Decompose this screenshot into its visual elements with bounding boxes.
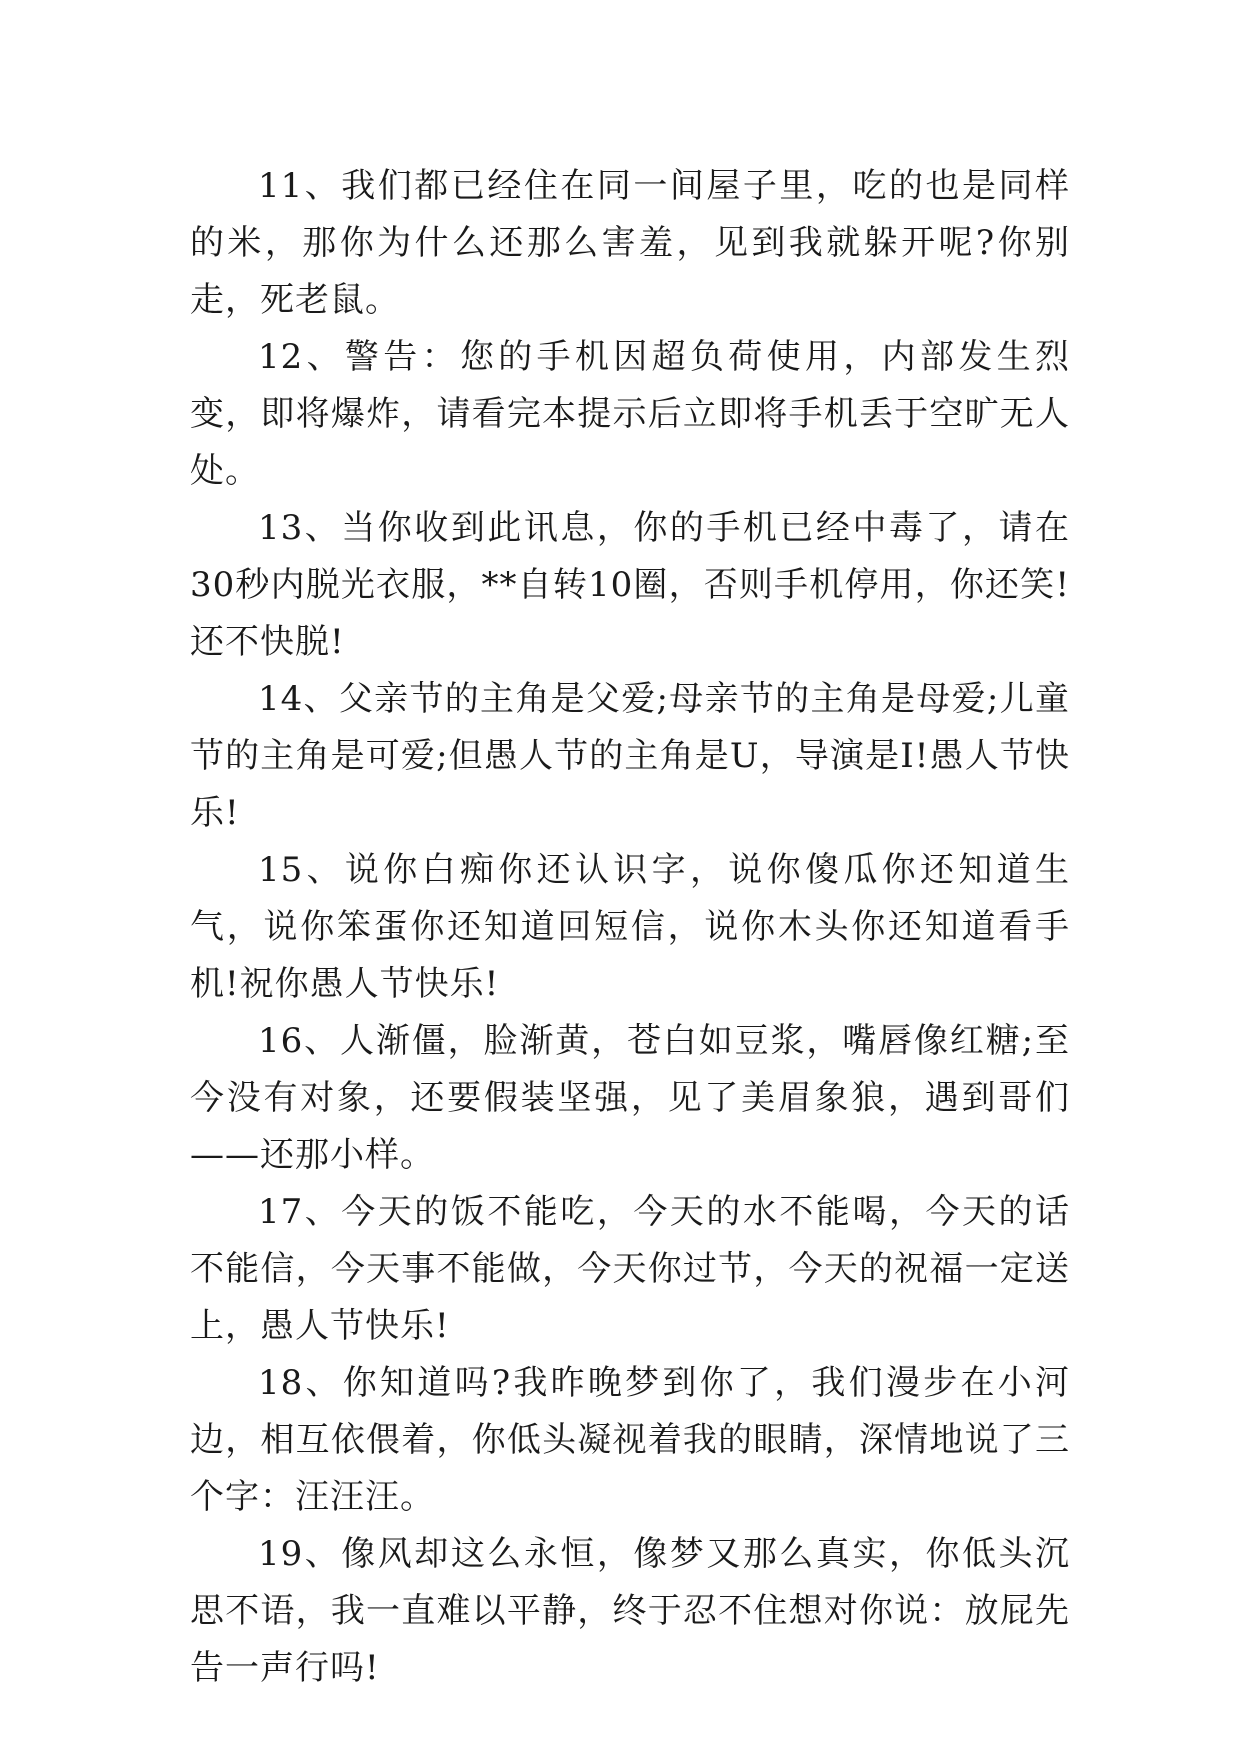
paragraph-16: 16、人渐僵，脸渐黄，苍白如豆浆，嘴唇像红糖;至今没有对象，还要假装坚强，见了美眉象狼，遇到哥们——还那小样。 bbox=[190, 1021, 1070, 1175]
paragraph-13: 13、当你收到此讯息，你的手机已经中毒了，请在30秒内脱光衣服，**自转10圈，否则手机停用，你还笑!还不快脱! bbox=[190, 508, 1070, 662]
document-body bbox=[190, 158, 1070, 1697]
paragraph-12: 12、警告：您的手机因超负荷使用，内部发生烈变，即将爆炸，请看完本提示后立即将手机丢于空旷无人处。 bbox=[190, 337, 1070, 491]
paragraph-15: 15、说你白痴你还认识字，说你傻瓜你还知道生气，说你笨蛋你还知道回短信，说你木头你还知道看手机!祝你愚人节快乐! bbox=[190, 850, 1070, 1004]
paragraph-19: 19、像风却这么永恒，像梦又那么真实，你低头沉思不语，我一直难以平静，终于忍不住想对你说：放屁先告一声行吗! bbox=[190, 1534, 1070, 1688]
paragraph-14: 14、父亲节的主角是父爱;母亲节的主角是母爱;儿童节的主角是可爱;但愚人节的主角是U，导演是I!愚人节快乐! bbox=[190, 679, 1070, 833]
paragraph-18: 18、你知道吗?我昨晚梦到你了，我们漫步在小河边，相互依偎着，你低头凝视着我的眼睛，深情地说了三个字：汪汪汪。 bbox=[190, 1363, 1070, 1517]
paragraph-17: 17、今天的饭不能吃，今天的水不能喝，今天的话不能信，今天事不能做，今天你过节，今天的祝福一定送上，愚人节快乐! bbox=[190, 1192, 1070, 1346]
paragraph-11: 11、我们都已经住在同一间屋子里，吃的也是同样的米，那你为什么还那么害羞，见到我就躲开呢?你别走，死老鼠。 bbox=[190, 166, 1070, 320]
